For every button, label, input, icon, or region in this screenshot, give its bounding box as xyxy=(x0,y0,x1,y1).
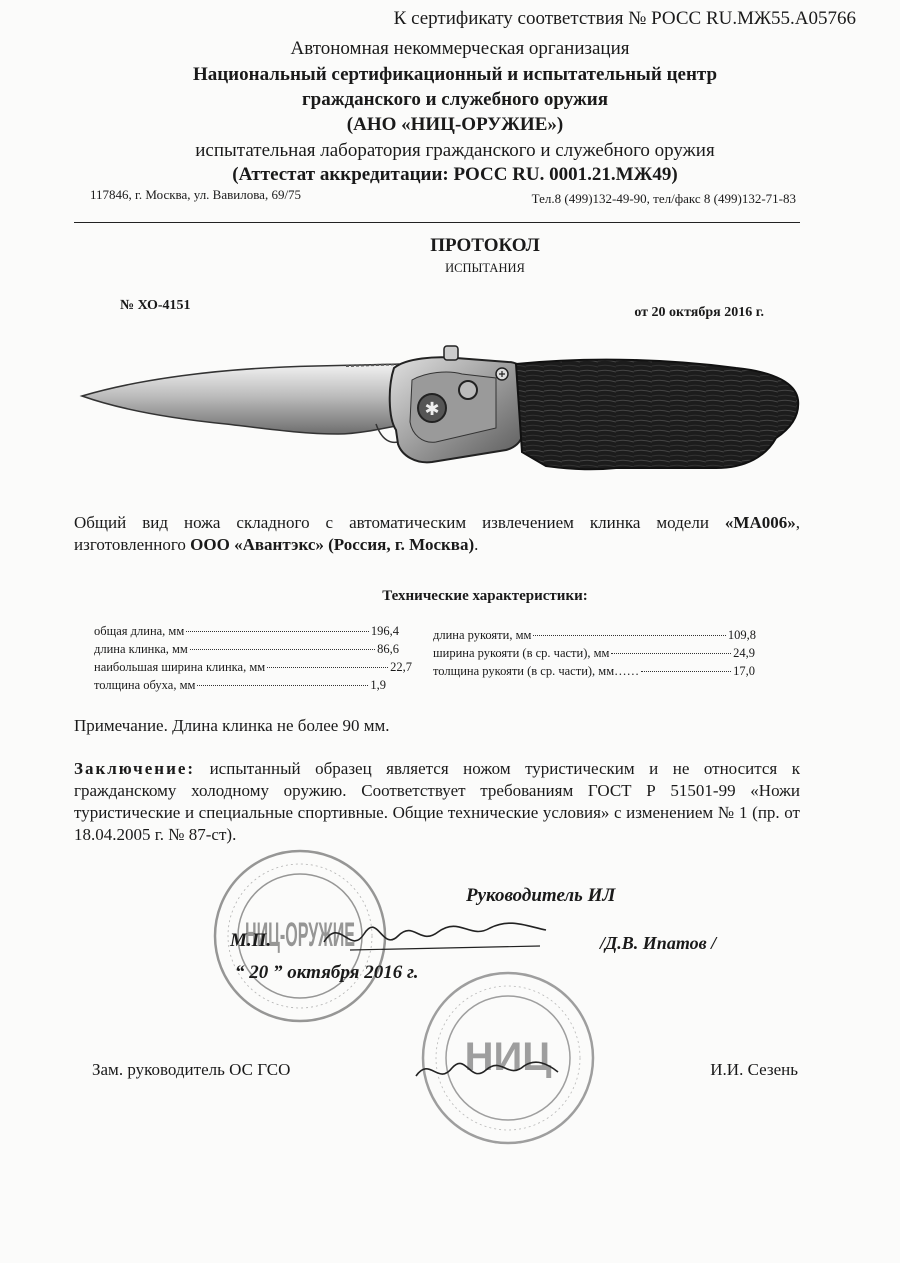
phones: Тел.8 (499)132-49-90, тел/факс 8 (499)132-71-83 xyxy=(531,191,796,206)
head-name: /Д.В. Ипатов / xyxy=(600,933,717,953)
conclusion-label: Заключение: xyxy=(74,759,196,778)
svg-text:✱: ✱ xyxy=(424,399,440,420)
spec-label: толщина рукояти (в ср. части), мм…… xyxy=(433,664,640,678)
spec-label: длина клинка, мм xyxy=(94,642,188,656)
head-title: Руководитель ИЛ xyxy=(466,885,616,906)
address: 117846, г. Москва, ул. Вавилова, 69/75 xyxy=(90,187,302,202)
spec-row xyxy=(94,642,399,657)
description-text-2: , изготовленного xyxy=(74,513,800,554)
org-name-line-2: гражданского и служебного оружия xyxy=(302,89,608,110)
spec-row xyxy=(94,624,399,639)
org-short-name: (АНО «НИЦ-ОРУЖИЕ») xyxy=(346,114,564,135)
sign-date xyxy=(235,962,418,984)
spec-value: 24,9 xyxy=(733,646,755,660)
protocol-subtitle: ИСПЫТАНИЯ xyxy=(445,261,525,275)
spec-row xyxy=(94,660,412,675)
description-text-3: . xyxy=(474,535,479,554)
header-divider xyxy=(74,222,800,223)
deputy-name: И.И. Сезень xyxy=(710,1060,798,1079)
spec-label: наибольшая ширина клинка, мм xyxy=(94,660,266,674)
conclusion-text: испытанный образец является ножом туристическим и не относится к гражданскому холодному оружию. Соответствует требованиям ГОСТ Р 51501-99 «Ножи туристические и специальные спортивные. Общие технические условия» с изменением № 1 (пр. от 18.04.2005 г. № 87-ст). xyxy=(74,759,800,844)
spec-value: 109,8 xyxy=(727,628,756,642)
certificate-reference: К сертификату соответствия № РОСС RU.МЖ55.А05766 xyxy=(393,8,856,29)
note: Примечание. Длина клинка не более 90 мм. xyxy=(74,716,390,735)
sign-date-rest: октября 2016 г. xyxy=(282,962,419,983)
protocol-title: ПРОТОКОЛ xyxy=(430,235,540,256)
deputy-signature xyxy=(412,1046,562,1096)
spec-row xyxy=(94,678,386,693)
stamp-place: М.П. xyxy=(230,930,272,951)
knife-description xyxy=(74,512,800,556)
spec-value: 22,7 xyxy=(390,660,412,674)
protocol-date: от 20 октября 2016 г. xyxy=(634,305,764,320)
seal-2-text: НИЦ xyxy=(464,1035,552,1079)
spec-label: длина рукояти, мм xyxy=(433,628,532,642)
seal-1-text: НИЦ-ОРУЖИЕ xyxy=(245,916,355,954)
knife-model: «МА006» xyxy=(724,513,796,532)
org-name-line-1: Национальный сертификационный и испытательный центр xyxy=(192,64,718,85)
spec-value: 86,6 xyxy=(377,642,399,656)
spec-value: 196,4 xyxy=(370,624,399,638)
spec-row xyxy=(433,646,755,661)
org-type: Автономная некоммерческая организация xyxy=(290,38,630,59)
spec-row xyxy=(433,628,756,643)
accreditation: (Аттестат аккредитации: РОСС RU. 0001.21.МЖ49) xyxy=(232,164,678,185)
spec-label: ширина рукояти (в ср. части), мм xyxy=(433,646,610,660)
spec-row xyxy=(433,664,755,679)
head-signature xyxy=(320,906,550,966)
lab-name: испытательная лаборатория гражданского и служебного оружия xyxy=(195,140,715,161)
description-text: Общий вид ножа складного с автоматическим извлечением клинка модели xyxy=(74,513,725,532)
spec-label: общая длина, мм xyxy=(94,624,185,638)
sign-date-day: “ 20 ” xyxy=(235,962,283,983)
protocol-number: № ХО-4151 xyxy=(120,298,191,313)
deputy-title: Зам. руководитель ОС ГСО xyxy=(92,1060,291,1079)
conclusion xyxy=(74,758,800,846)
spec-value: 1,9 xyxy=(370,678,386,692)
spec-label: толщина обуха, мм xyxy=(94,678,196,692)
spec-value: 17,0 xyxy=(733,664,755,678)
specs-title: Технические характеристики: xyxy=(382,588,588,604)
manufacturer: ООО «Авантэкс» (Россия, г. Москва) xyxy=(190,535,475,554)
knife-photo xyxy=(76,338,816,498)
